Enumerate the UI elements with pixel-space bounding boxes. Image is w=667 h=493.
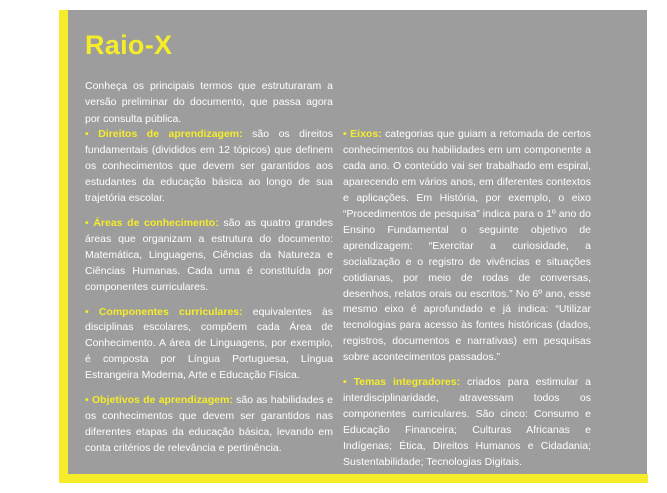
bullet-icon: • [85,128,89,140]
term-definition: equivalentes às disciplinas escolares, compõem cada Área de Conhecimento. A área de Linguagens, por exemplo, é composta por Língua Portuguesa, Língua Estrangeira Moderna, Arte e Educação Física. [85,305,333,382]
bullet-icon: • [343,128,347,140]
accent-bar-bottom [59,474,648,483]
term-label: Eixos: [350,128,382,140]
accent-bar-left [59,10,68,483]
bullet-icon: • [85,216,89,229]
list-item [85,127,333,207]
term-label: Temas integradores: [353,376,461,389]
bullet-icon: • [343,376,347,389]
term-label: Áreas de conhecimento: [93,216,219,229]
term-label: Direitos de aprendizagem: [98,128,243,140]
list-item [343,127,591,366]
right-column [343,127,591,471]
intro-paragraph: Conheça os principais termos que estruturaram a versão preliminar do documento, que passa agora por consulta pública. [85,80,333,125]
bullet-icon: • [85,394,89,407]
term-definition: são os direitos fundamentais (divididos em 12 tópicos) que definem os conhecimentos que devem ser garantidos aos estudantes da educação básica ao longo de sua trajetória escolar. [85,128,334,204]
list-item [85,305,333,385]
left-column [85,127,333,457]
term-label: Componentes curriculares: [98,305,243,318]
list-item [343,375,591,471]
page-title: Raio-X [85,30,173,60]
term-definition: criados para estimular a interdisciplinaridade, atravessam todos os componentes curriculares. São cinco: Consumo e Educação Financeira; Culturas Africanas e Indígenas; Ética, Direitos Humanos e Cidadania; Sustentabilidade; Tecnologias Digitais. [343,376,591,469]
bullet-icon: • [85,305,89,318]
term-definition: são as habilidades e os conhecimentos que devem ser garantidos nas diferentes etapas da educação básica, levando em conta critérios de relevância e pertinência. [85,394,333,455]
list-item [85,393,333,457]
list-item [85,216,333,296]
term-label: Objetivos de aprendizagem: [92,394,233,407]
term-definition: são as quatro grandes áreas que organizam a estrutura do documento: Matemática, Linguagens, Ciências da Natureza e Ciências Humanas. Cada uma é constituída por componentes curriculares. [85,216,333,293]
term-definition: categorias que guiam a retomada de certos conhecimentos ou habilidades em um componente a cada ano. O conteúdo vai ser trabalhado em espiral, aparecendo em vários anos, em diferentes contextos e aplicações. Em História, por exemplo, o eixo “Procedimentos de pesquisa” indica para o 1º ano do Ensino Fundamental o seguinte objetivo de aprendizagem: “Exercitar a curiosidade, a socialização e o registro de vivências e situações cotidianas, por meio de rodas de conversas, desenhos, relatos orais ou escritos.” No 6º ano, esse mesmo eixo é aprofundado e já indica: “Utilizar tecnologias para acesso às fontes históricas (dados, registros, documentos e narrativas) em pesquisas sobre acontecimentos passados.” [343,128,591,364]
